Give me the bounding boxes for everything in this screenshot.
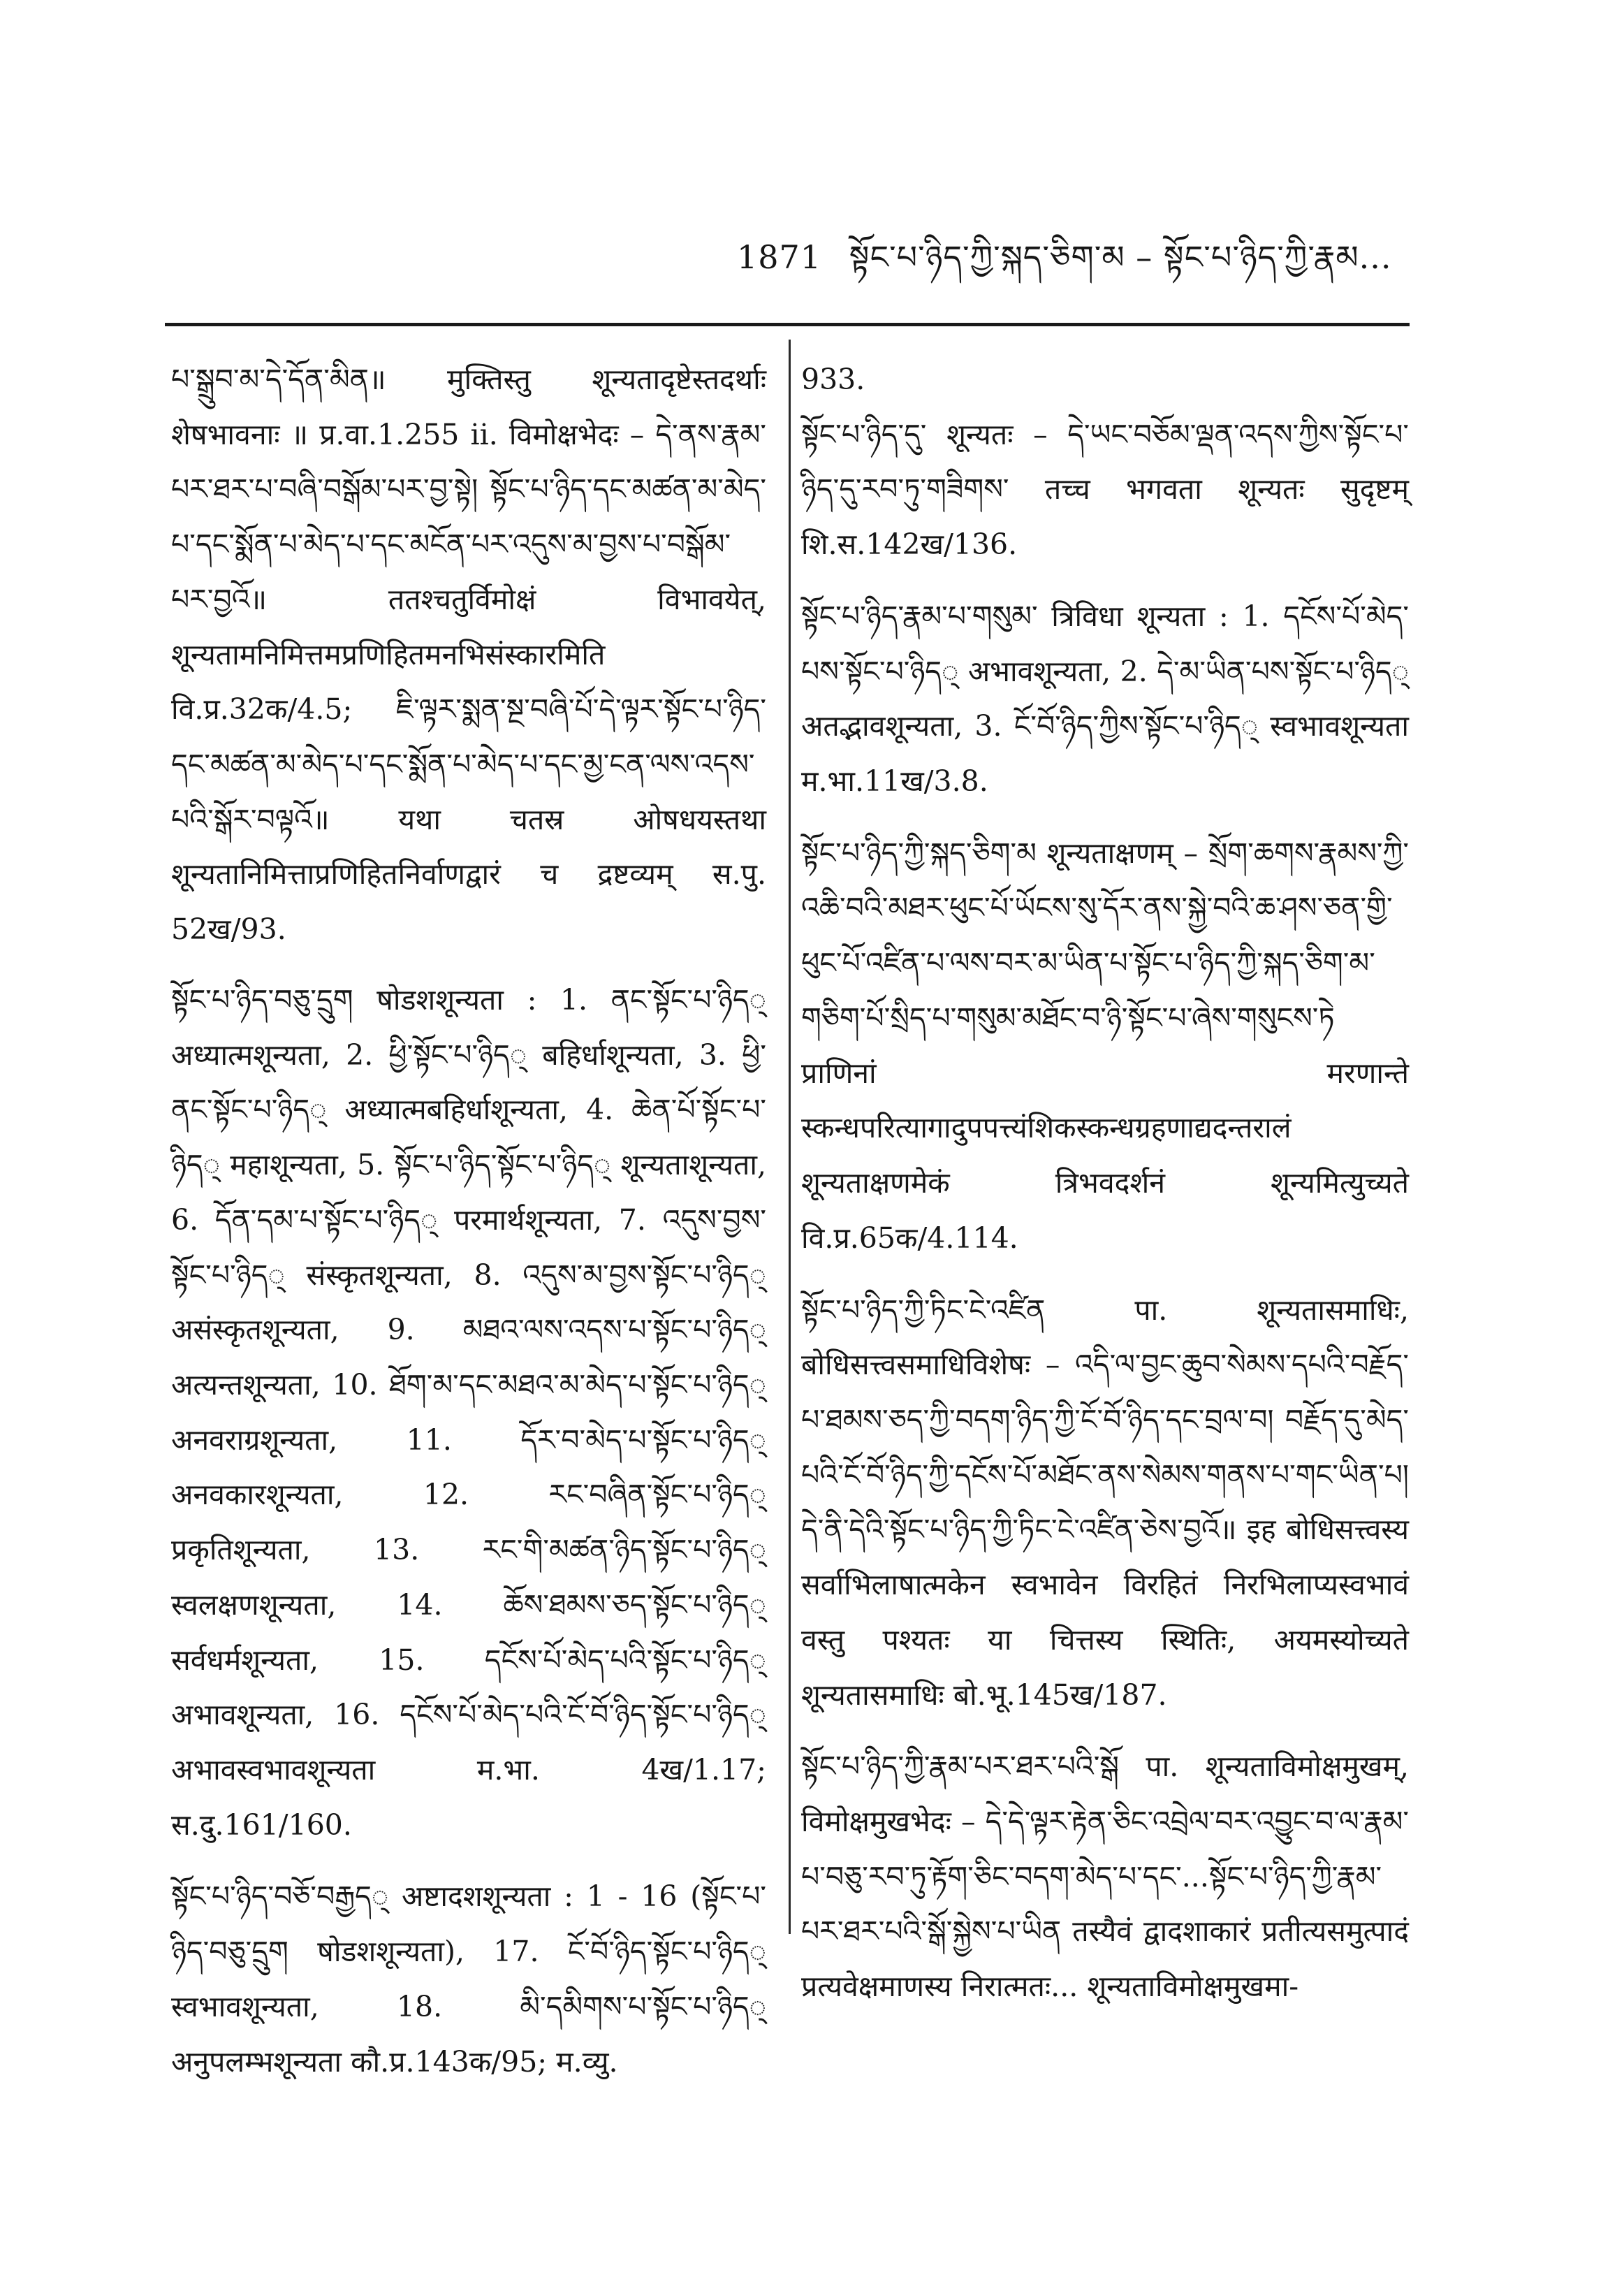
page-number: 1871 — [737, 238, 822, 276]
left-column — [171, 352, 766, 2106]
entry-text: སྟོང་པ་ཉིད་རྣམ་པ་གསུམ་ त्रिविधा शून्यता : 1. དངོས་པོ་མེད་པས་སྟོང་པ་ཉིད् अभावशून्यता, 2. དེ་མ་ཡིན་པས་སྟོང་པ་ཉིད् अतद्भावशून्यता, 3. ངོ་བོ་ཉིད་ཀྱིས་སྟོང་པ་ཉིད् स्वभावशून्यता म.भा.11ख/3.8. — [801, 599, 1409, 799]
entry-text: སྟོང་པ་ཉིད་དུ་ शून्यतः – དེ་ཡང་བཅོམ་ལྡན་འདས་ཀྱིས་སྟོང་པ་ཉིད་དུ་རབ་ཏུ་གཟིགས་ तच्च भगवता शून्यतः सुदृष्टम् शि.स.142ख/136. — [801, 417, 1409, 562]
entry-text: སྟོང་པ་ཉིད་བཅུ་དྲུག षोडशशून्यता : 1. ནང་སྟོང་པ་ཉིད् अध्यात्मशून्यता, 2. ཕྱི་སྟོང་པ་ཉིད् बहिर्धाशून्यता, 3. ཕྱི་ནང་སྟོང་པ་ཉིད् अध्यात्मबहिर्धाशून्यता, 4. ཆེན་པོ་སྟོང་པ་ཉིད् महाशून्यता, 5. སྟོང་པ་ཉིད་སྟོང་པ་ཉིད् शून्यताशून्यता, 6. དོན་དམ་པ་སྟོང་པ་ཉིད् परमार्थशून्यता, 7. འདུས་བྱས་སྟོང་པ་ཉིད् संस्कृतशून्यता, 8. འདུས་མ་བྱས་སྟོང་པ་ཉིད् असंस्कृतशून्यता, 9. མཐའ་ལས་འདས་པ་སྟོང་པ་ཉིད् अत्यन्तशून्यता, 10. ཐོག་མ་དང་མཐའ་མ་མེད་པ་སྟོང་པ་ཉིད् अनवराग्रशून्यता, 11. དོར་བ་མེད་པ་སྟོང་པ་ཉིད् अनवकारशून्यता, 12. རང་བཞིན་སྟོང་པ་ཉིད् प्रकृतिशून्यता, 13. རང་གི་མཚན་ཉིད་སྟོང་པ་ཉིད् स्वलक्षणशून्यता, 14. ཆོས་ཐམས་ཅད་སྟོང་པ་ཉིད् सर्वधर्मशून्यता, 15. དངོས་པོ་མེད་པའི་སྟོང་པ་ཉིད् अभावशून्यता, 16. དངོས་པོ་མེད་པའི་ངོ་བོ་ཉིད་སྟོང་པ་ཉིད् अभावस्वभावशून्यता म.भा. 4ख/1.17; स.दु.161/160. — [171, 982, 766, 1842]
dictionary-entry — [171, 352, 766, 957]
right-column — [801, 352, 1409, 2031]
dictionary-entry — [171, 973, 766, 1853]
entry-text: 933. — [801, 363, 865, 396]
dictionary-entry — [801, 589, 1409, 809]
dictionary-entry — [801, 1739, 1409, 2014]
entry-text: སྟོང་པ་ཉིད་ཀྱི་རྣམ་པར་ཐར་པའི་སྒོ पा. शून्यताविमोक्षमुखम्, विमोक्षमुखभेदः – དེ་དེ་ལྟར་རྟེན་ཅིང་འབྲེལ་བར་འབྱུང་བ་ལ་རྣམ་པ་བཅུ་རབ་ཏུ་རྟོག་ཅིང་བདག་མེད་པ་དང་...སྟོང་པ་ཉིད་ཀྱི་རྣམ་པར་ཐར་པའི་སྒོ་སྐྱེས་པ་ཡིན तस्यैवं द्वादशाकारं प्रतीत्यसमुत्पादं प्रत्यवेक्षमाणस्य निरात्मतः... शून्यताविमोक्षमुखमा- — [801, 1750, 1409, 2004]
dictionary-entry — [801, 826, 1409, 1266]
entry-text: སྟོང་པ་ཉིད་ཀྱི་ཏིང་ངེ་འཛིན पा. शून्यतासमाधिः, बोधिसत्त्वसमाधिविशेषः – འདི་ལ་བྱང་ཆུབ་སེམས་དཔའི་བརྗོད་པ་ཐམས་ཅད་ཀྱི་བདག་ཉིད་ཀྱི་ངོ་བོ་ཉིད་དང་བྲལ་བ། བརྗོད་དུ་མེད་པའི་ངོ་བོ་ཉིད་ཀྱི་དངོས་པོ་མཐོང་ནས་སེམས་གནས་པ་གང་ཡིན་པ། དེ་ནི་དེའི་སྟོང་པ་ཉིད་ཀྱི་ཏིང་ངེ་འཛིན་ཅེས་བྱའོ॥ इह बोधिसत्त्वस्य सर्वाभिलाषात्मकेन स्वभावेन विरहितं निरभिलाप्यस्वभावं वस्तु पश्यतः या चित्तस्य स्थितिः, अयमस्योच्यते शून्यतासमाधिः बो.भू.145ख/187. — [801, 1293, 1409, 1712]
column-divider — [789, 340, 791, 1934]
entry-text: པ་སྒྲུབ་མ་དེ་དོན་མིན॥ मुक्तिस्तु शून्यतादृष्टेस्तदर्थाः शेषभावनाः ॥ प्र.वा.1.255 ii. विमोक्षभेदः – དེ་ནས་རྣམ་པར་ཐར་པ་བཞི་བསྒོམ་པར་བྱ་སྟེ། སྟོང་པ་ཉིད་དང་མཚན་མ་མེད་པ་དང་སྨོན་པ་མེད་པ་དང་མངོན་པར་འདུས་མ་བྱས་པ་བསྒོམ་པར་བྱའོ॥ ततश्चतुर्विमोक्षं विभावयेत्, शून्यतामनिमित्तमप्रणिहितमनभिसंस्कारमिति वि.प्र.32क/4.5; ཇི་ལྟར་སྨན་སྔ་བཞི་པོ་དེ་ལྟར་སྟོང་པ་ཉིད་དང་མཚན་མ་མེད་པ་དང་སྨོན་པ་མེད་པ་དང་མྱ་ངན་ལས་འདས་པའི་སྒོར་བལྟའོ॥ यथा चतस्र ओषधयस्तथा शून्यतानिमित्ताप्रणिहितनिर्वाणद्वारं च द्रष्टव्यम् स.पु. 52ख/93. — [171, 363, 766, 947]
entry-text: སྟོང་པ་ཉིད་བཅོ་བརྒྱད् अष्टादशशून्यता : 1 - 16 (སྟོང་པ་ཉིད་བཅུ་དྲུག षोडशशून्यता), 17. ངོ་བོ་ཉིད་སྟོང་པ་ཉིད् स्वभावशून्यता, 18. མི་དམིགས་པ་སྟོང་པ་ཉིད् अनुपलम्भशून्यता कौ.प्र.143क/95; म.व्यु. — [171, 1879, 766, 2079]
dictionary-entry — [801, 352, 1409, 407]
dictionary-entry — [801, 407, 1409, 572]
dictionary-entry — [801, 1283, 1409, 1723]
header-range: སྟོང་པ་ཉིད་ཀྱི་སྐད་ཅིག་མ – སྟོང་པ་ཉིད་ཀྱི་རྣམ... — [849, 238, 1392, 276]
header-rule — [165, 323, 1410, 326]
entry-text: སྟོང་པ་ཉིད་ཀྱི་སྐད་ཅིག་མ शून्यताक्षणम् – སྲོག་ཆགས་རྣམས་ཀྱི་འཆི་བའི་མཐར་ཕུང་པོ་ཡོངས་སུ་དོར་ནས་སྐྱེ་བའི་ཆ་ཤས་ཅན་གྱི་ཕུང་པོ་འཛིན་པ་ལས་བར་མ་ཡིན་པ་སྟོང་པ་ཉིད་ཀྱི་སྐད་ཅིག་མ་གཅིག་པོ་སྲིད་པ་གསུམ་མཐོང་བ་ཉི་སྟོང་པ་ཞེས་གསུངས་ཏེ प्राणिनां मरणान्ते स्कन्धपरित्यागादुपपत्त्यंशिकस्कन्धग्रहणाद्यदन्तरालं शून्यताक्षणमेकं त्रिभवदर्शनं शून्यमित्युच्यते वि.प्र.65क/4.114. — [801, 836, 1409, 1255]
running-header — [737, 222, 1435, 312]
dictionary-entry — [171, 1869, 766, 2089]
